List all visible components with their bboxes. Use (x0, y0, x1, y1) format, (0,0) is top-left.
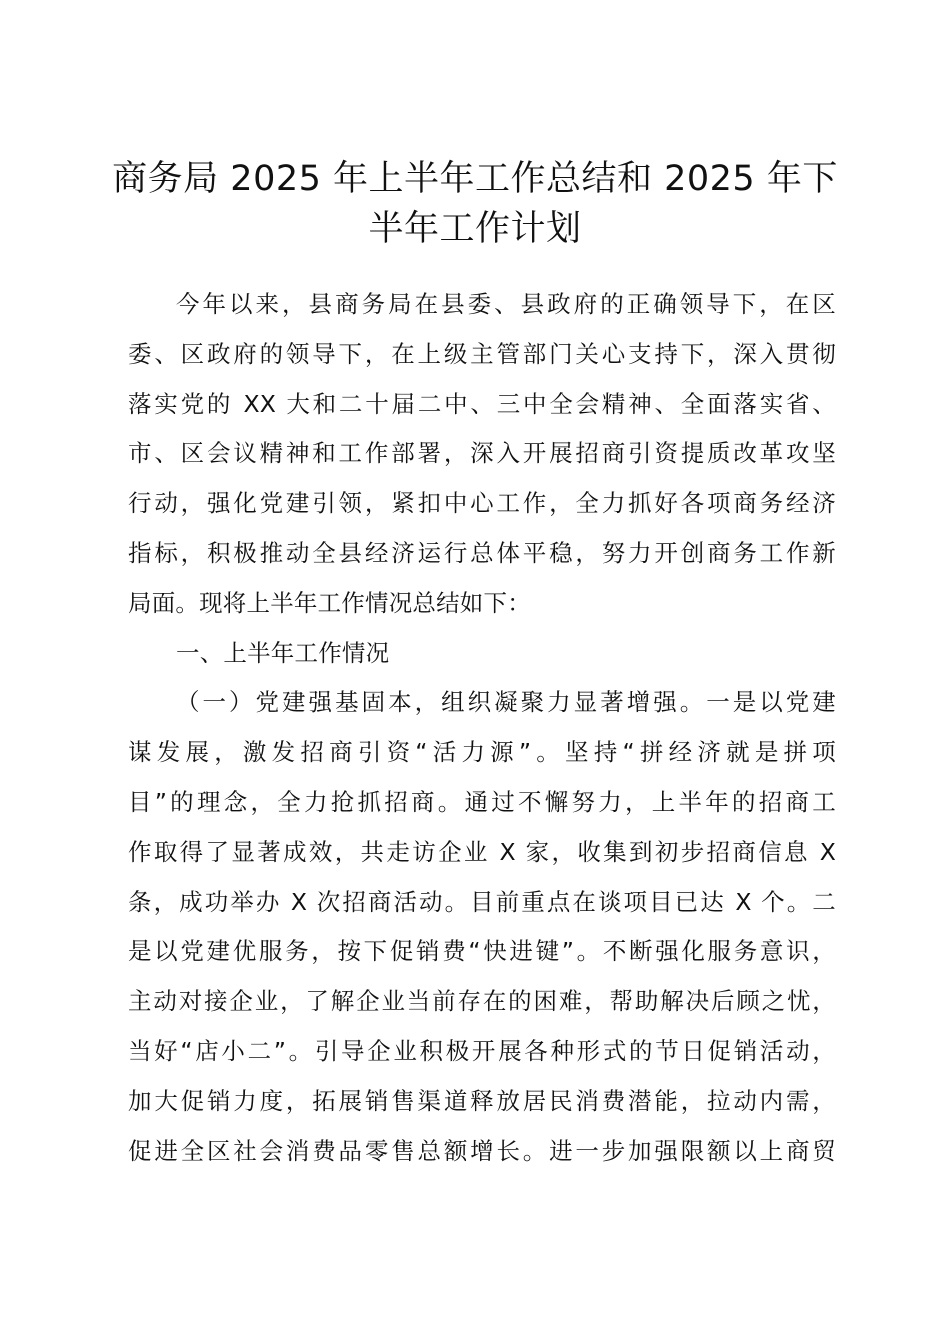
text-line: 促进全区社会消费品零售总额增长。进一步加强限额以上商贸 (128, 1136, 836, 1165)
title-line-2: 半年工作计划 (368, 209, 582, 249)
document-title (100, 154, 850, 254)
heading-text: 一、上半年工作情况 (176, 638, 390, 667)
text-line: 谋发展，激发招商引资“活力源”。坚持“拼经济就是拼项 (128, 738, 836, 767)
text-line: （一）党建强基固本，组织凝聚力显著增强。一是以党建 (176, 688, 836, 717)
text-line: 市、区会议精神和工作部署，深入开展招商引资提质改革攻坚 (128, 439, 836, 468)
paragraph-section-1 (128, 678, 836, 1176)
title-line-1: 商务局 2025 年上半年工作总结和 2025 年下 (112, 159, 838, 199)
text-line: 行动，强化党建引领，紧扣中心工作，全力抓好各项商务经济 (128, 489, 836, 518)
text-line: 今年以来，县商务局在县委、县政府的正确领导下，在区 (176, 290, 836, 318)
text-line: 落实党的 XX 大和二十届二中、三中全会精神、全面落实省、 (128, 389, 836, 418)
paragraph-intro (128, 280, 836, 629)
section-heading (128, 629, 836, 679)
text-line: 指标，积极推动全县经济运行总体平稳，努力开创商务工作新 (128, 538, 836, 567)
document-body (128, 280, 836, 1176)
text-line: 加大促销力度，拓展销售渠道释放居民消费潜能，拉动内需， (128, 1086, 836, 1115)
text-line: 局面。现将上半年工作情况总结如下： (128, 588, 531, 617)
text-line: 目”的理念，全力抢抓招商。通过不懈努力，上半年的招商工 (128, 787, 836, 816)
text-line: 委、区政府的领导下，在上级主管部门关心支持下，深入贯彻 (128, 339, 836, 368)
text-line: 是以党建优服务，按下促销费“快进键”。不断强化服务意识， (128, 937, 836, 966)
text-line: 当好“店小二”。引导企业积极开展各种形式的节日促销活动， (128, 1036, 836, 1065)
text-line: 条，成功举办 X 次招商活动。目前重点在谈项目已达 X 个。二 (128, 887, 836, 916)
text-line: 作取得了显著成效，共走访企业 X 家，收集到初步招商信息 X (128, 837, 836, 866)
text-line: 主动对接企业，了解企业当前存在的困难，帮助解决后顾之忧， (128, 987, 836, 1016)
